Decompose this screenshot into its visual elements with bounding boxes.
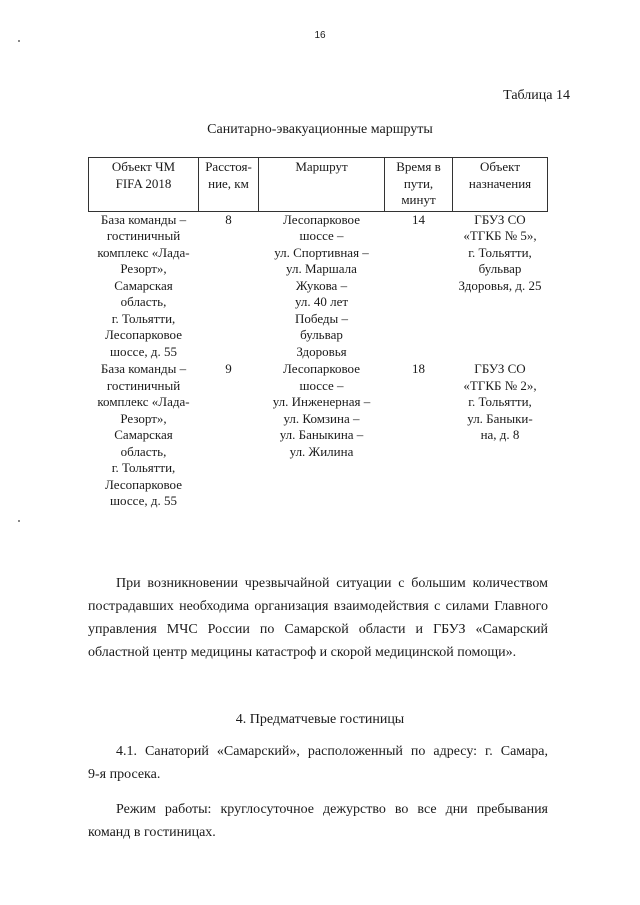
cell-text-line: комплекс «Лада- [97,394,190,409]
cell-route [259,361,385,511]
header-object [89,158,199,212]
cell-text-line: Объект [480,159,520,174]
cell-text-line: 18 [412,361,425,376]
cell-text-line: ул. Жилина [289,443,354,459]
cell-text-line: Жукова – [295,277,348,293]
cell-text-line: Маршрут [295,159,348,174]
text-line: 4.1. Санаторий «Самарский», расположенный по адресу: г. Самара, [116,744,548,759]
text-line: пострадавших необходима организация взаимодействия с силами Главного [88,599,548,614]
cell-text-line: гостиничный [106,377,181,393]
cell-text-line: Здоровья, д. 25 [458,277,542,293]
cell-text-line: ГБУЗ СО [474,361,526,376]
cell-text-line: 8 [225,211,232,227]
cell-text-line: ул. 40 лет [294,294,349,309]
cell-text-line: «ТГКБ № 5», [463,228,537,243]
table-label: Таблица 14 [503,88,570,103]
cell-text-line: бульвар [300,327,343,342]
cell-distance [199,211,259,361]
cell-text-line: Самарская [114,277,173,293]
margin-mark [18,40,20,42]
cell-text-line: База команды – [100,361,187,376]
cell-time [385,361,453,511]
table-row [89,211,548,361]
cell-text-line: 9 [225,361,232,376]
text-line: областной центр медицины катастроф и скорой медицинской помощи». [88,645,517,660]
margin-mark [18,520,20,522]
header-distance [199,158,259,212]
cell-text-line: шоссе – [299,377,344,393]
cell-text-line: шоссе, д. 55 [110,343,177,359]
cell-text-line: База команды – [100,211,187,227]
cell-text-line: Расстоя- [205,159,252,174]
text-line: управления МЧС России по Самарской области и ГБУЗ «Самарский [88,622,548,637]
cell-text-line: гостиничный [106,228,181,243]
cell-text-line: пути, [403,175,434,191]
paragraph-emergency [88,572,548,664]
cell-text-line: область, [120,294,167,309]
cell-text-line: Здоровья [296,343,347,359]
cell-text-line: ГБУЗ СО [474,211,526,227]
cell-text-line: ул. Спортивная – [274,244,369,260]
header-route [259,158,385,212]
cell-text-line: Лесопарковое [283,361,360,376]
cell-text-line: назначения [468,175,532,191]
cell-text-line: комплекс «Лада- [97,244,190,260]
cell-text-line: Резорт», [120,261,167,276]
cell-text-line: Лесопарковое [105,476,182,492]
cell-text-line: ние, км [208,175,249,191]
cell-text-line: ул. Маршала [286,261,357,276]
cell-route [259,211,385,361]
section-heading: 4. Предматчевые гостиницы [235,712,405,727]
table-row [89,361,548,511]
cell-text-line: Объект ЧМ [111,159,176,174]
text-line: 9-я просека. [88,767,161,782]
cell-text-line: Лесопарковое [283,211,360,227]
text-line: Режим работы: круглосуточное дежурство во все дни пребывания [116,802,548,817]
paragraph-sanatorium [88,740,548,786]
table-title: Санитарно-эвакуационные маршруты [207,122,433,137]
cell-text-line: шоссе – [299,228,344,243]
cell-text-line: г. Тольятти, [111,460,176,475]
cell-text-line: «ТГКБ № 2», [463,377,537,393]
cell-text-line: на, д. 8 [480,427,520,442]
header-time [385,158,453,212]
page-number: 16 [314,30,326,41]
cell-text-line: Самарская [114,427,173,442]
cell-text-line: минут [401,192,436,207]
cell-time [385,211,453,361]
cell-object [89,361,199,511]
text-line: команд в гостиницах. [88,825,216,840]
cell-text-line: 14 [412,211,425,227]
cell-text-line: FIFA 2018 [115,175,172,191]
cell-text-line: Резорт», [120,410,167,426]
cell-text-line: г. Тольятти, [111,310,176,326]
routes-table [88,157,548,511]
cell-distance [199,361,259,511]
cell-text-line: г. Тольятти, [468,244,532,260]
cell-text-line: Победы – [294,310,349,326]
cell-text-line: Лесопарковое [105,327,182,342]
cell-text-line: ул. Баныки- [467,410,533,426]
cell-destination [453,211,548,361]
cell-text-line: шоссе, д. 55 [110,493,177,508]
cell-text-line: Время в [396,159,441,174]
cell-text-line: г. Тольятти, [468,394,532,409]
table-header-row [89,158,548,212]
cell-object [89,211,199,361]
text-line: При возникновении чрезвычайной ситуации с большим количеством [116,576,548,591]
cell-destination [453,361,548,511]
cell-text-line: бульвар [478,261,522,276]
cell-text-line: ул. Комзина – [283,410,360,426]
header-destination [453,158,548,212]
paragraph-schedule [88,798,548,844]
cell-text-line: ул. Баныкина – [279,427,364,442]
cell-text-line: область, [120,443,167,459]
cell-text-line: ул. Инженерная – [272,394,371,409]
